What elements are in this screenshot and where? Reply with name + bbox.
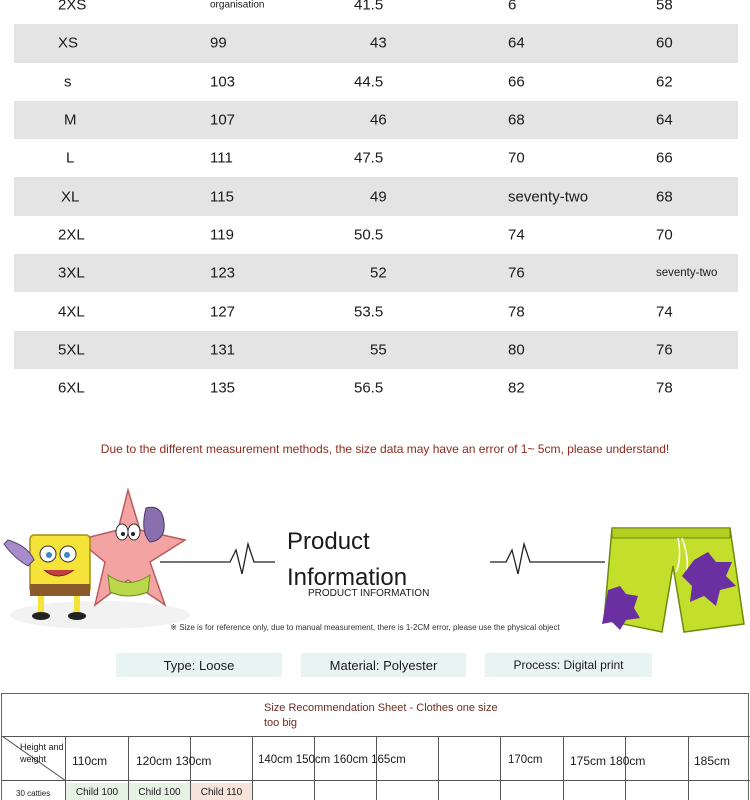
size-label: XL <box>61 188 80 206</box>
table-row <box>14 331 738 369</box>
material-tag-label: Material: Polyester <box>329 657 438 673</box>
process-tag-label: Process: Digital print <box>513 658 624 672</box>
size-table <box>14 0 738 407</box>
table-cell: 70 <box>508 149 525 167</box>
size-label: 2XL <box>58 226 85 244</box>
divider <box>252 736 253 800</box>
measurement-error-note: Due to the different measurement methods, the size data may have an error of 1~ 5cm, please understand! <box>100 442 670 456</box>
size-recommendation-sheet <box>1 693 749 800</box>
size-label: M <box>64 111 77 129</box>
table-cell: 44.5 <box>354 73 384 91</box>
table-cell: 111 <box>210 149 233 167</box>
table-cell: 76 <box>656 341 673 359</box>
table-row <box>14 24 738 62</box>
size-label: XS <box>58 34 79 52</box>
table-cell: 60 <box>656 34 673 52</box>
height-value: 110cm <box>72 754 108 768</box>
table-cell: 46 <box>370 111 387 129</box>
table-row <box>14 216 738 254</box>
divider <box>376 736 377 800</box>
table-cell: 99 <box>210 34 227 52</box>
size-label: L <box>66 149 75 167</box>
size-label: 5XL <box>58 341 85 359</box>
divider <box>314 736 315 800</box>
table-cell: 107 <box>210 111 236 129</box>
recommendation-title: Size Recommendation Sheet - Clothes one size too big <box>264 702 498 729</box>
shorts-product-icon <box>598 520 748 640</box>
title-line-1: Product <box>287 528 370 555</box>
size-label: 3XL <box>58 264 85 282</box>
product-info-section <box>0 480 750 690</box>
table-cell: 66 <box>656 149 673 167</box>
table-cell: 68 <box>508 111 525 129</box>
table-cell: 74 <box>508 226 525 244</box>
table-cell: 47.5 <box>354 149 384 167</box>
weight-value: 30 catties <box>16 789 51 798</box>
height-value: 185cm <box>694 754 731 768</box>
size-label: s <box>64 73 72 91</box>
table-cell: 53.5 <box>354 303 384 321</box>
table-cell: 119 <box>210 226 234 244</box>
table-cell: 64 <box>656 111 673 129</box>
divider <box>500 736 501 800</box>
table-row <box>14 63 738 101</box>
table-cell: 58 <box>656 0 673 14</box>
divider <box>625 736 626 800</box>
size-label: 2XS <box>58 0 87 14</box>
table-cell: 49 <box>370 188 387 206</box>
size-reference-note: ※ Size is for reference only, due to manual measurement, there is 1-2CM error, please use the physical object <box>170 623 560 632</box>
table-cell: 62 <box>656 73 673 91</box>
table-cell: 56.5 <box>354 379 384 397</box>
table-cell: 66 <box>508 73 525 91</box>
table-row <box>14 254 738 292</box>
child-size-cell: Child 100 <box>129 783 190 800</box>
height-weight-header: Height and weight <box>20 742 64 764</box>
table-cell: 55 <box>370 341 387 359</box>
table-cell: 76 <box>508 264 525 282</box>
divider <box>688 736 689 800</box>
pulse-line-right-icon <box>490 540 605 580</box>
divider <box>438 736 439 800</box>
table-row <box>14 292 738 330</box>
table-cell: 64 <box>508 34 525 52</box>
size-label: 6XL <box>58 379 85 397</box>
table-cell: 41.5 <box>354 0 384 14</box>
child-size-cell: Child 110 <box>191 783 252 800</box>
table-cell: seventy-two <box>508 188 589 206</box>
table-cell: 50.5 <box>354 226 384 244</box>
table-cell: 80 <box>508 341 525 359</box>
product-info-title <box>287 524 407 596</box>
table-cell: 68 <box>656 188 673 206</box>
child-size-cell: Child 100 <box>66 783 128 800</box>
height-value: 120cm 130cm <box>136 754 212 768</box>
table-cell: 115 <box>210 188 234 206</box>
table-cell: organisation <box>210 0 265 11</box>
table-cell: 74 <box>656 303 673 321</box>
process-tag <box>485 653 652 677</box>
height-value: 140cm 150cm 160cm 165cm <box>258 754 406 766</box>
table-cell: 43 <box>370 34 387 52</box>
title-line-2: Information <box>287 564 408 591</box>
height-value: 175cm 180cm <box>570 754 646 768</box>
table-cell: 70 <box>656 226 673 244</box>
product-info-subtitle: PRODUCT INFORMATION <box>308 588 430 599</box>
table-cell: 78 <box>508 303 525 321</box>
table-cell: seventy-two <box>656 267 718 280</box>
table-row <box>14 0 738 24</box>
table-row <box>14 177 738 215</box>
type-tag-label: Type: Loose <box>163 657 235 673</box>
pulse-line-left-icon <box>160 540 275 580</box>
table-cell: 6 <box>508 0 517 14</box>
material-tag <box>301 653 466 677</box>
table-cell: 123 <box>210 264 236 282</box>
table-cell: 78 <box>656 379 673 397</box>
table-row <box>14 369 738 407</box>
table-cell: 52 <box>370 264 387 282</box>
table-row <box>14 139 738 177</box>
table-cell: 127 <box>210 303 236 321</box>
table-cell: 82 <box>508 379 525 397</box>
table-cell: 135 <box>210 379 236 397</box>
height-value: 170cm <box>508 754 543 766</box>
table-row <box>14 101 738 139</box>
type-tag <box>116 653 282 677</box>
table-cell: 131 <box>210 341 236 359</box>
table-cell: 103 <box>210 73 236 91</box>
divider <box>563 736 564 800</box>
size-label: 4XL <box>58 303 85 321</box>
